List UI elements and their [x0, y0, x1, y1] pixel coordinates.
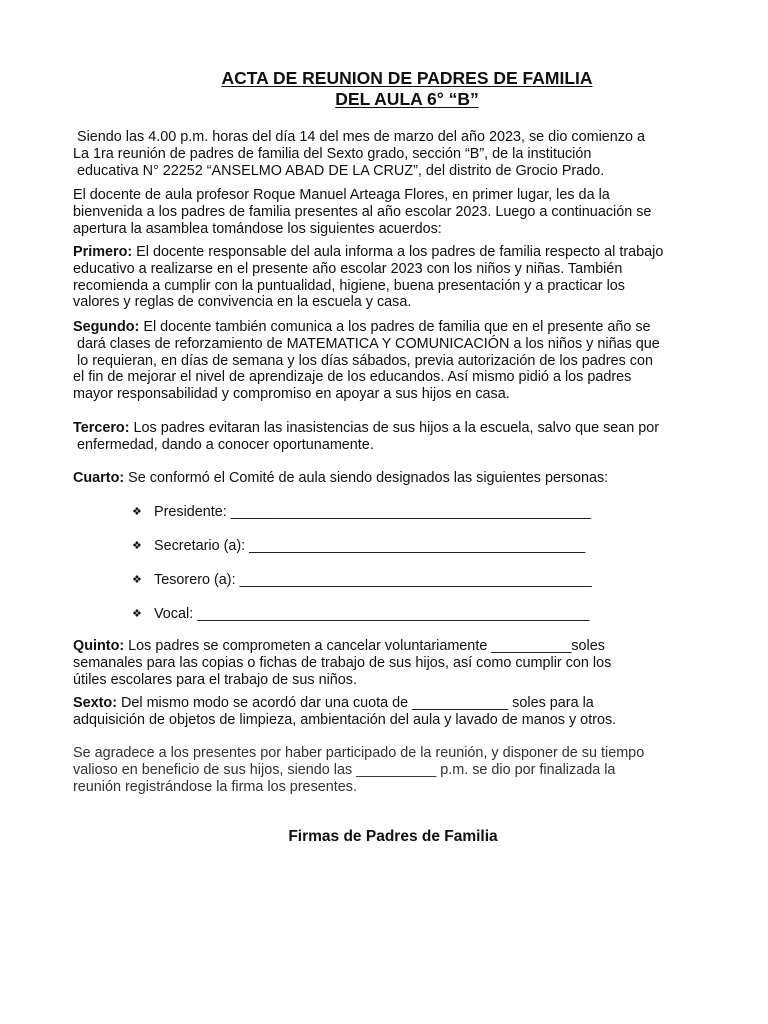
committee-role: Secretario (a): __________________________________________: [154, 537, 586, 554]
welcome-line: El docente de aula profesor Roque Manuel Arteaga Flores, en primer lugar, les da la: [73, 187, 610, 203]
clause-cuarto: [73, 470, 713, 487]
clause-label: Cuarto:: [73, 470, 125, 486]
diamond-bullet-icon: ❖: [132, 573, 142, 586]
clause-line: útiles escolares para el trabajo de sus niños.: [73, 671, 357, 688]
welcome-line: apertura la asamblea tomándose los siguientes acuerdos:: [73, 220, 442, 237]
diamond-bullet-icon: ❖: [132, 505, 142, 518]
intro-paragraph: [73, 129, 713, 179]
welcome-line: bienvenida a los padres de familia presentes al año escolar 2023. Luego a continuación se: [73, 203, 652, 220]
clause-text: Se conformó el Comité de aula siendo designados las siguientes personas:: [124, 470, 609, 486]
welcome-paragraph: [73, 187, 713, 237]
clause-line: educativo a realizarse en el presente año escolar 2023 con los niños y niñas. También: [73, 260, 623, 277]
clause-label: Quinto:: [73, 638, 125, 654]
clause-line: semanales para las copias o fichas de trabajo de sus hijos, así como cumplir con los: [73, 654, 612, 671]
committee-item-vocal: [132, 597, 692, 631]
clause-primero: [73, 244, 713, 311]
closing-line: Se agradece a los presentes por haber participado de la reunión, y disponer de su tiempo: [73, 745, 645, 761]
diamond-bullet-icon: ❖: [132, 607, 142, 620]
clause-line: adquisición de objetos de limpieza, ambientación del aula y lavado de manos y otros.: [73, 711, 617, 728]
clause-label: Sexto:: [73, 695, 117, 711]
committee-list: [132, 495, 692, 631]
committee-role: Vocal: _________________________________________________: [154, 605, 590, 622]
clause-line: el fin de mejorar el nivel de aprendizaje de los educandos. Así mismo pidió a los padres: [73, 369, 632, 386]
clause-label: Primero:: [73, 244, 133, 260]
closing-line: reunión registrándose la firma los presentes.: [73, 778, 357, 795]
intro-line: educativa N° 22252 “ANSELMO ABAD DE LA CRUZ”, del distrito de Grocio Prado.: [73, 162, 605, 179]
clause-line: recomienda a cumplir con la puntualidad, higiene, buena presentación y a practicar los: [73, 277, 625, 294]
signatures-heading: Firmas de Padres de Familia: [288, 828, 498, 845]
clause-sexto: [73, 695, 713, 729]
intro-line: Siendo las 4.00 p.m. horas del día 14 del mes de marzo del año 2023, se dio comienzo a: [73, 129, 645, 145]
clause-text: El docente también comunica a los padres de familia que en el presente año se: [139, 319, 651, 335]
committee-item-secretario: [132, 529, 692, 563]
clause-quinto: [73, 638, 713, 688]
clause-tercero: [73, 420, 713, 454]
title-line-2: DEL AULA 6° “B”: [335, 89, 479, 109]
closing-line: valioso en beneficio de sus hijos, siendo las __________ p.m. se dio por finalizada la: [73, 761, 616, 778]
clause-line: enfermedad, dando a conocer oportunamente.: [73, 436, 374, 453]
committee-item-tesorero: [132, 563, 692, 597]
clause-text: Del mismo modo se acordó dar una cuota de ____________ soles para la: [116, 695, 594, 711]
intro-line: La 1ra reunión de padres de familia del Sexto grado, sección “B”, de la institución: [73, 145, 592, 162]
clause-line: dará clases de reforzamiento de MATEMATICA Y COMUNICACIÓN a los niños y niñas que: [73, 335, 660, 352]
clause-line: valores y reglas de convivencia en la escuela y casa.: [73, 294, 412, 311]
clause-text: Los padres evitaran las inasistencias de sus hijos a la escuela, salvo que sean por: [129, 420, 660, 436]
clause-text: Los padres se comprometen a cancelar voluntariamente __________soles: [124, 638, 605, 654]
committee-role: Presidente: _____________________________________________: [154, 503, 591, 520]
clause-segundo: [73, 319, 713, 403]
document-title: [0, 68, 768, 110]
clause-line: mayor responsabilidad y compromiso en apoyar a sus hijos en casa.: [73, 386, 510, 403]
clause-line: lo requieran, en días de semana y los días sábados, previa autorización de los padres con: [73, 352, 653, 369]
committee-item-presidente: [132, 495, 692, 529]
title-line-1: ACTA DE REUNION DE PADRES DE FAMILIA: [221, 68, 593, 88]
diamond-bullet-icon: ❖: [132, 539, 142, 552]
closing-paragraph: [73, 745, 713, 795]
clause-label: Tercero:: [73, 420, 130, 436]
committee-role: Tesorero (a): ____________________________________________: [154, 571, 592, 588]
clause-label: Segundo:: [73, 319, 140, 335]
clause-text: El docente responsable del aula informa a los padres de familia respecto al trabajo: [132, 244, 664, 260]
